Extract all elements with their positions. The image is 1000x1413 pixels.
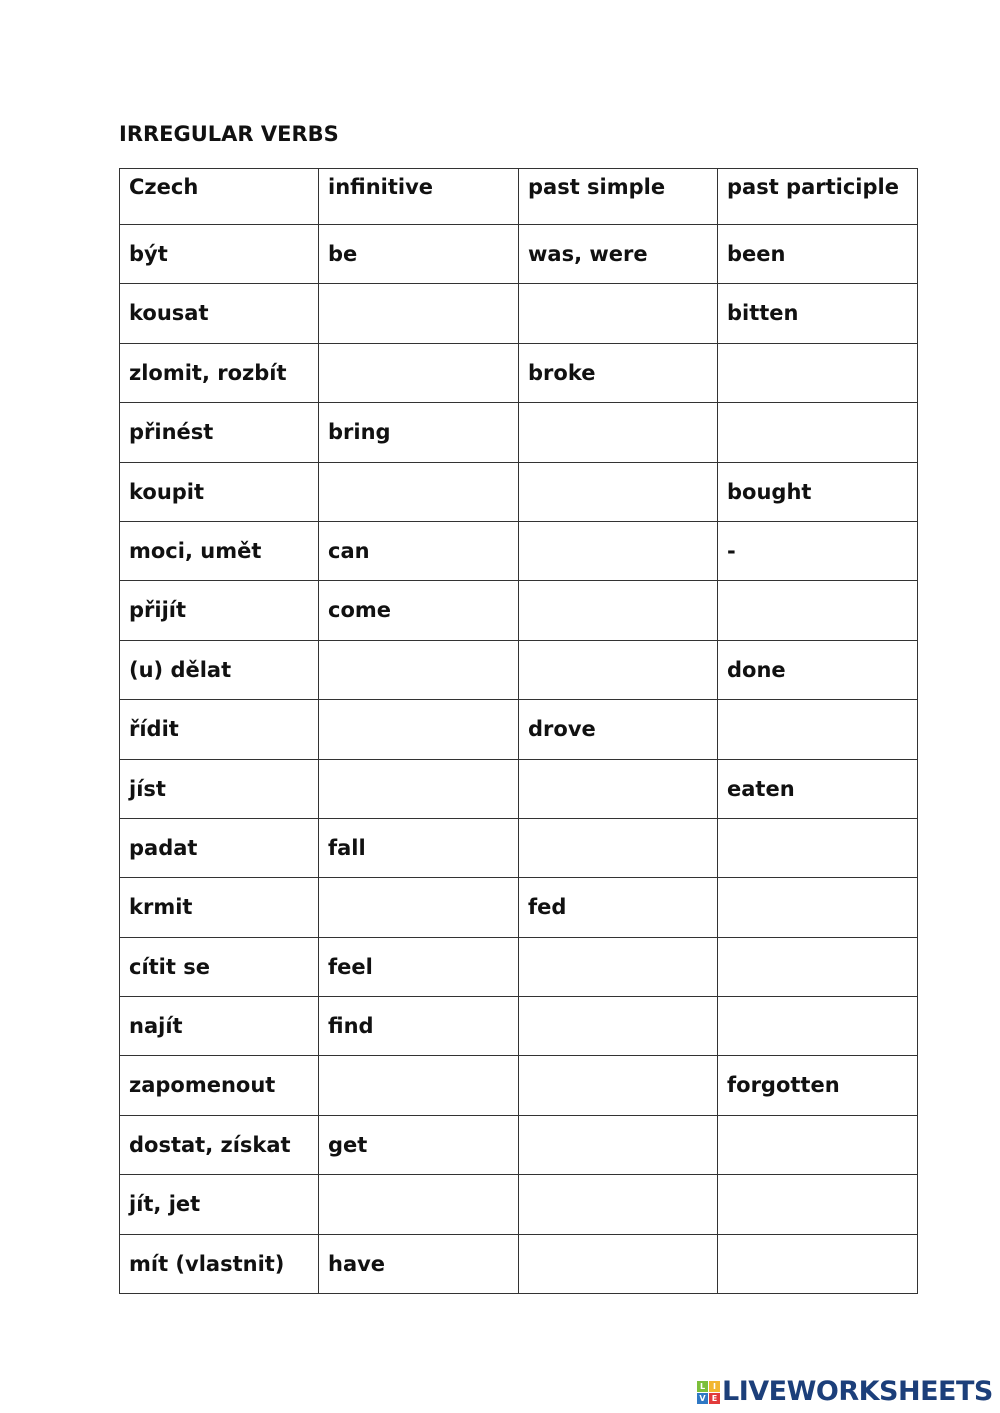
table-row (120, 640, 918, 699)
table-row (120, 462, 918, 521)
cell-past-simple[interactable] (519, 1115, 718, 1174)
cell-czech: přinést (120, 403, 319, 462)
column-header-past-participle: past participle (718, 169, 918, 225)
table-row (120, 997, 918, 1056)
cell-past-simple: was, were (519, 225, 718, 284)
cell-infinitive: bring (319, 403, 519, 462)
cell-past-simple[interactable] (519, 1056, 718, 1115)
logo-letter-i: I (709, 1381, 720, 1392)
cell-past-participle[interactable] (718, 343, 918, 402)
cell-past-participle[interactable] (718, 1115, 918, 1174)
worksheet-title: IRREGULAR VERBS (119, 122, 339, 146)
column-header-czech: Czech (120, 169, 319, 225)
cell-past-simple: broke (519, 343, 718, 402)
cell-past-simple[interactable] (519, 640, 718, 699)
table-row (120, 818, 918, 877)
cell-past-simple[interactable] (519, 403, 718, 462)
cell-infinitive[interactable] (319, 700, 519, 759)
cell-past-participle[interactable] (718, 700, 918, 759)
cell-past-participle: forgotten (718, 1056, 918, 1115)
cell-past-participle: eaten (718, 759, 918, 818)
logo-letter-l: L (697, 1381, 708, 1392)
table-row (120, 1175, 918, 1234)
logo-letter-e: E (709, 1393, 720, 1404)
cell-past-simple[interactable] (519, 1175, 718, 1234)
cell-infinitive: feel (319, 937, 519, 996)
cell-infinitive: can (319, 521, 519, 580)
cell-czech: krmit (120, 878, 319, 937)
cell-past-simple[interactable] (519, 818, 718, 877)
cell-past-simple[interactable] (519, 937, 718, 996)
cell-czech: být (120, 225, 319, 284)
table-row (120, 1056, 918, 1115)
table-row (120, 759, 918, 818)
cell-past-participle[interactable] (718, 403, 918, 462)
cell-past-participle[interactable] (718, 818, 918, 877)
cell-infinitive[interactable] (319, 759, 519, 818)
cell-czech: najít (120, 997, 319, 1056)
live-logo-icon (697, 1381, 720, 1404)
table-row (120, 937, 918, 996)
cell-infinitive[interactable] (319, 640, 519, 699)
cell-past-simple[interactable] (519, 997, 718, 1056)
cell-czech: koupit (120, 462, 319, 521)
cell-infinitive: have (319, 1234, 519, 1293)
cell-czech: moci, umět (120, 521, 319, 580)
table-row (120, 225, 918, 284)
cell-czech: zapomenout (120, 1056, 319, 1115)
cell-past-participle: been (718, 225, 918, 284)
table-row (120, 403, 918, 462)
cell-past-simple[interactable] (519, 1234, 718, 1293)
cell-past-simple[interactable] (519, 759, 718, 818)
brand-name: LIVEWORKSHEETS (722, 1376, 993, 1407)
cell-infinitive[interactable] (319, 1056, 519, 1115)
cell-past-participle[interactable] (718, 878, 918, 937)
cell-infinitive: come (319, 581, 519, 640)
cell-infinitive: get (319, 1115, 519, 1174)
cell-past-participle: done (718, 640, 918, 699)
column-header-infinitive: infinitive (319, 169, 519, 225)
cell-past-participle: bought (718, 462, 918, 521)
table-row (120, 343, 918, 402)
cell-past-participle[interactable] (718, 1175, 918, 1234)
cell-infinitive: find (319, 997, 519, 1056)
cell-czech: přijít (120, 581, 319, 640)
cell-past-simple[interactable] (519, 284, 718, 343)
cell-infinitive[interactable] (319, 1175, 519, 1234)
cell-infinitive[interactable] (319, 462, 519, 521)
cell-past-participle[interactable] (718, 937, 918, 996)
cell-past-simple[interactable] (519, 581, 718, 640)
cell-past-participle: bitten (718, 284, 918, 343)
cell-infinitive: be (319, 225, 519, 284)
logo-letter-v: V (697, 1393, 708, 1404)
cell-czech: jíst (120, 759, 319, 818)
cell-czech: cítit se (120, 937, 319, 996)
table-row (120, 878, 918, 937)
cell-past-simple[interactable] (519, 462, 718, 521)
cell-czech: kousat (120, 284, 319, 343)
cell-czech: jít, jet (120, 1175, 319, 1234)
cell-past-simple: fed (519, 878, 718, 937)
cell-czech: zlomit, rozbít (120, 343, 319, 402)
cell-czech: mít (vlastnit) (120, 1234, 319, 1293)
cell-czech: (u) dělat (120, 640, 319, 699)
table-header-row (120, 169, 918, 225)
liveworksheets-brand (697, 1378, 993, 1406)
table-row (120, 521, 918, 580)
table-row (120, 284, 918, 343)
cell-past-participle[interactable] (718, 997, 918, 1056)
cell-infinitive[interactable] (319, 343, 519, 402)
column-header-past-simple: past simple (519, 169, 718, 225)
cell-czech: dostat, získat (120, 1115, 319, 1174)
cell-past-participle[interactable] (718, 581, 918, 640)
table-row (120, 1234, 918, 1293)
table-row (120, 700, 918, 759)
cell-past-simple: drove (519, 700, 718, 759)
cell-infinitive[interactable] (319, 284, 519, 343)
cell-past-participle: - (718, 521, 918, 580)
irregular-verbs-table (119, 168, 918, 1294)
cell-czech: padat (120, 818, 319, 877)
cell-czech: řídit (120, 700, 319, 759)
table-row (120, 581, 918, 640)
cell-past-simple[interactable] (519, 521, 718, 580)
cell-infinitive: fall (319, 818, 519, 877)
cell-past-participle[interactable] (718, 1234, 918, 1293)
cell-infinitive[interactable] (319, 878, 519, 937)
table-row (120, 1115, 918, 1174)
